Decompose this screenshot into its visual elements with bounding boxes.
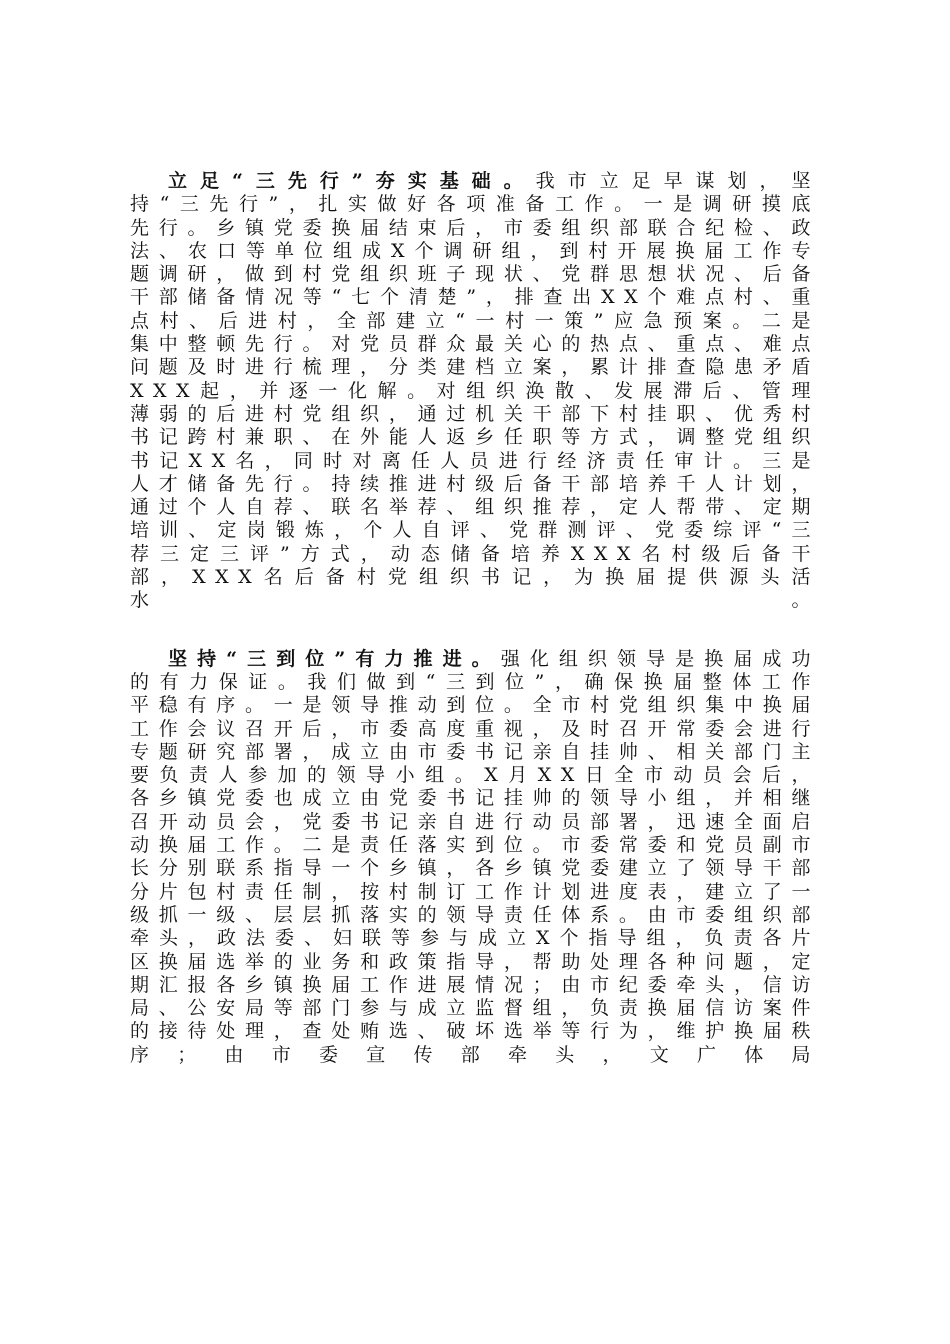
paragraph-body: 我市立足早谋划，坚持“三先行”，扎实做好各项准备工作。一是调研摸底先行。乡镇党委换届结束后，市委组织部联合纪检、政法、农口等单位组成X个调研组，到村开展换届工作专题调研，做到村党组织班子现状、党群思想状况、后备干部储备情况等“七个清楚”，排查出XX个难点村、重点村、后进村，全部建立“一村一策”应急预案。二是集中整顿先行。对党员群众最关心的热点、重点、难点问题及时进行梳理，分类建档立案，累计排查隐患矛盾XXX起，并逐一化解。对组织涣散、发展滞后、管理薄弱的后进村党组织，通过机关干部下村挂职、优秀村书记跨村兼职、在外能人返乡任职等方式，调整党组织书记XX名，同时对离任人员进行经济责任审计。三是人才储备先行。持续推进村级后备干部培养千人计划，通过个人自荐、联名举荐、组织推荐，定人帮带、定期培训、定岗锻炼，个人自评、党群测评、党委综评“三荐三定三评”方式，动态储备培养XXX名村级后备干部，XXX名后备村党组织书记，为换届提供源头活水。	[130, 170, 820, 612]
paragraph-san-dao-wei	[130, 648, 820, 1067]
paragraph-body: 强化组织领导是换届成功的有力保证。我们做到“三到位”，确保换届整体工作平稳有序。一是领导推动到位。全市村党组织集中换届工作会议召开后，市委高度重视，及时召开常委会进行专题研究部署，成立由市委书记亲自挂帅、相关部门主要负责人参加的领导小组。X月XX日全市动员会后，各乡镇党委也成立由党委书记挂帅的领导小组，并相继召开动员会，党委书记亲自进行动员部署，迅速全面启动换届工作。二是责任落实到位。市委常委和党员副市长分别联系指导一个乡镇，各乡镇党委建立了领导干部分片包村责任制，按村制订工作计划进度表，建立了一级抓一级、层层抓落实的领导责任体系。由市委组织部牵头，政法委、妇联等参与成立X个指导组，负责各片区换届选举的业务和政策指导，帮助处理各种问题，定期汇报各乡镇换届工作进展情况；由市纪委牵头，信访局、公安局等部门参与成立监督组，负责换届信访案件的接待处理，查处贿选、破坏选举等行为，维护换届秩序；由市委宣传部牵头，文广体局	[130, 647, 820, 1066]
paragraph-heading: 立足“三先行”夯实基础。	[168, 170, 536, 192]
paragraph-san-xian-xing	[130, 170, 820, 613]
document-page	[130, 170, 820, 1067]
paragraph-heading: 坚持“三到位”有力推进。	[168, 647, 501, 670]
